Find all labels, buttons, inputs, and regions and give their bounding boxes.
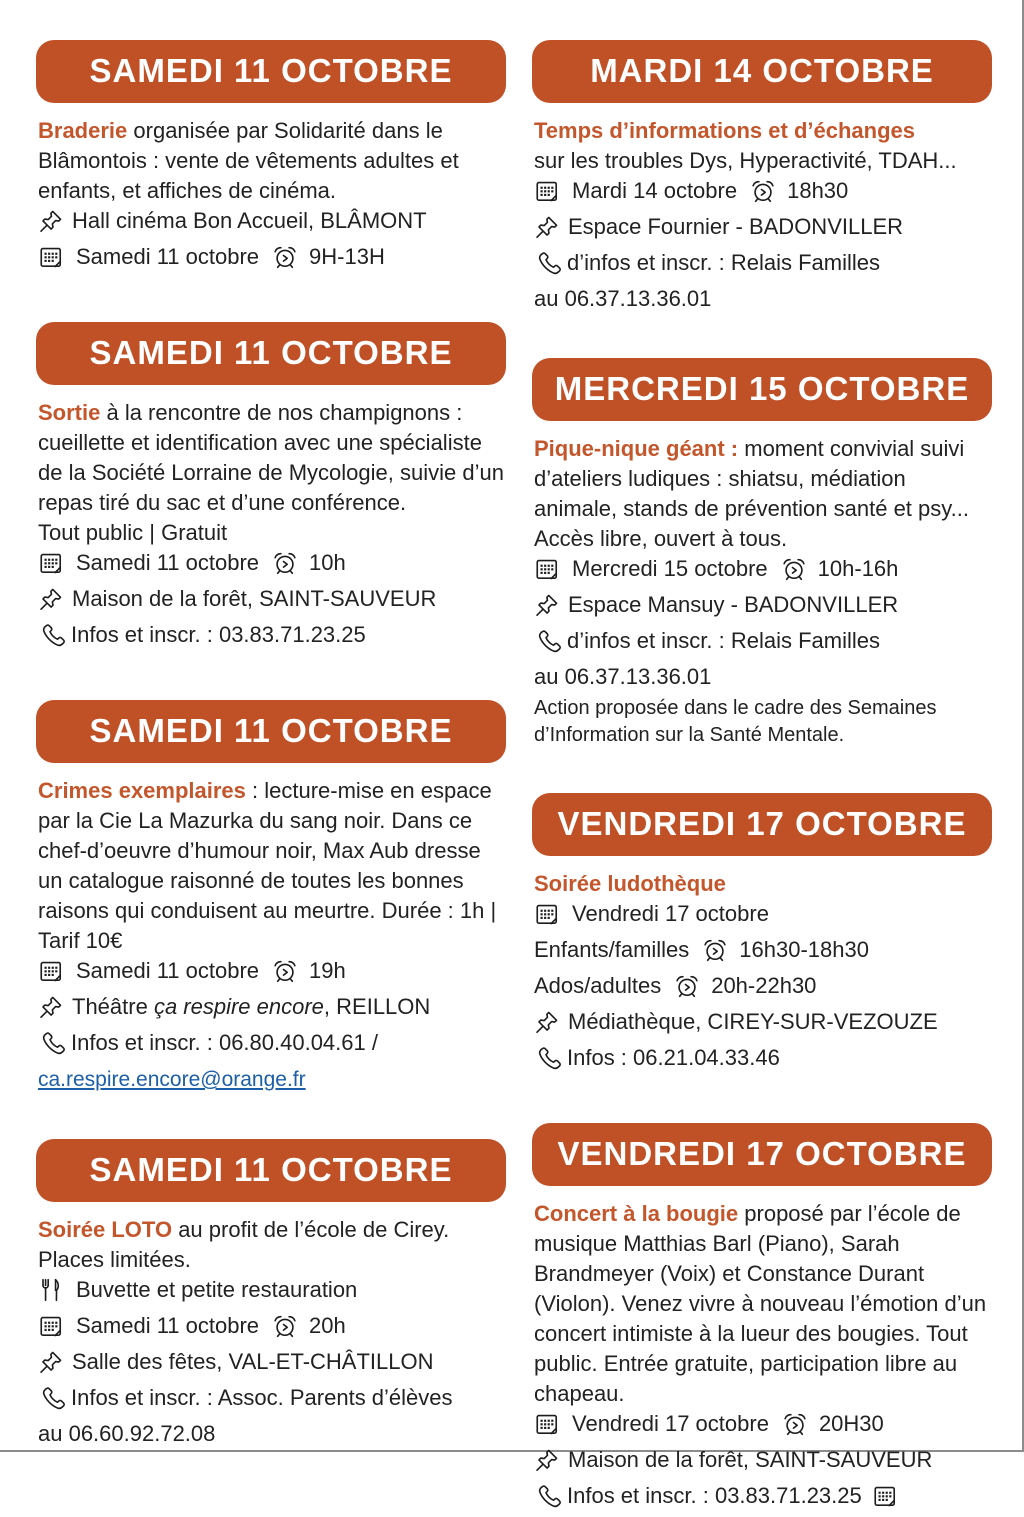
phone-text: Infos : 06.21.04.33.46 <box>567 1045 780 1070</box>
phone-text: d’infos et inscr. : Relais Familles <box>567 628 880 653</box>
calendar-icon <box>534 1411 560 1445</box>
phone-text: d’infos et inscr. : Relais Familles <box>567 250 880 275</box>
alarm-clock-icon <box>781 1411 809 1445</box>
email-link[interactable]: ca.respire.encore@orange.fr <box>38 1068 306 1091</box>
event-card-sortie-champignons <box>36 322 506 656</box>
food-text: Buvette et petite restauration <box>76 1277 358 1302</box>
alarm-clock-icon <box>780 556 808 590</box>
event-card-soiree-loto <box>36 1139 506 1449</box>
event-date-banner: SAMEDI 11 OCTOBRE <box>36 322 506 385</box>
location-line <box>534 212 990 248</box>
location-line <box>38 1347 504 1383</box>
location-text: Salle des fêtes, VAL-ET-CHÂTILLON <box>72 1349 434 1374</box>
date-text: Mercredi 15 octobre <box>572 556 768 581</box>
phone-icon <box>534 1045 560 1079</box>
event-title: Soirée ludothèque <box>534 871 726 896</box>
time-text: 18h30 <box>787 178 849 203</box>
phone-number-text: au 06.37.13.36.01 <box>534 664 712 689</box>
event-card-soiree-ludotheque <box>532 793 992 1079</box>
datetime-line <box>534 1409 990 1445</box>
event-date-banner: SAMEDI 11 OCTOBRE <box>36 40 506 103</box>
event-body <box>36 763 506 1095</box>
alarm-clock-icon <box>271 244 299 278</box>
event-intro <box>534 116 990 176</box>
event-body <box>532 103 992 314</box>
timeslot-line-children <box>534 935 990 971</box>
event-description: organisée par Solidarité dans le Blâmontois : vente de vêtements adultes et enfants, et affiches de cinéma. <box>38 118 459 203</box>
date-text: Vendredi 17 octobre <box>572 901 769 926</box>
time-text: 19h <box>309 958 346 983</box>
date-text: Samedi 11 octobre <box>76 958 260 983</box>
calendar-icon <box>534 901 560 935</box>
pushpin-icon <box>38 586 64 620</box>
phone-icon <box>38 622 64 656</box>
event-card-temps-informations <box>532 40 992 314</box>
pushpin-icon <box>534 1447 560 1481</box>
phone-icon <box>38 1385 64 1419</box>
event-intro <box>534 434 990 554</box>
phone-continuation-line <box>534 284 990 314</box>
event-intro <box>38 776 504 956</box>
alarm-clock-icon <box>673 973 701 1007</box>
phone-icon <box>534 628 560 662</box>
event-title: Braderie <box>38 118 128 143</box>
event-date-banner: VENDREDI 17 OCTOBRE <box>532 793 992 856</box>
phone-text: Infos et inscr. : 06.80.40.04.61 / <box>71 1030 378 1055</box>
location-line <box>38 206 504 242</box>
event-description: au profit de l’école de Cirey. Places limitées. <box>38 1217 450 1272</box>
alarm-clock-icon <box>701 937 729 971</box>
phone-line <box>38 1028 504 1064</box>
event-date-banner: MERCREDI 15 OCTOBRE <box>532 358 992 421</box>
event-description: sur les troubles Dys, Hyperactivité, TDAH... <box>534 148 957 173</box>
event-description: : lecture-mise en espace par la Cie La Mazurka du sang noir. Dans ce chef-d’oeuvre d’humour noir, Max Aub dresse un catalogue raisonné de toutes les bonnes raisons qui conduisent au meurtre. Durée : 1h | Tarif 10€ <box>38 778 497 953</box>
calendar-icon <box>872 1483 898 1517</box>
location-city: , REILLON <box>323 994 431 1019</box>
phone-line <box>534 1043 990 1079</box>
date-text: Vendredi 17 octobre <box>572 1411 769 1436</box>
location-line <box>534 1445 990 1481</box>
event-date-banner: SAMEDI 11 OCTOBRE <box>36 700 506 763</box>
event-title: Temps d’informations et d’échanges <box>534 118 915 143</box>
event-date-banner: VENDREDI 17 OCTOBRE <box>532 1123 992 1186</box>
phone-icon <box>38 1030 64 1064</box>
pushpin-icon <box>38 208 64 242</box>
event-intro <box>38 116 504 206</box>
phone-text: Infos et inscr. : Assoc. Parents d’élèves <box>71 1385 453 1410</box>
time-text: 20h-22h30 <box>711 973 817 998</box>
event-description: proposé par l’école de musique Matthias Barl (Piano), Sarah Brandmeyer (Voix) et Constance Durant (Violon). Venez vivre à nouveau l’émotion d’un concert intimiste à la lueur des bougies. Tout public. Entrée gratuite, participation libre au chapeau. <box>534 1201 987 1406</box>
phone-text: Infos et inscr. : 03.83.71.23.25 <box>71 622 366 647</box>
calendar-icon <box>38 244 64 278</box>
calendar-icon <box>534 178 560 212</box>
event-intro <box>534 869 990 899</box>
phone-continuation-line <box>38 1419 504 1449</box>
location-text: Hall cinéma Bon Accueil, BLÂMONT <box>72 208 427 233</box>
pushpin-icon <box>534 214 560 248</box>
pushpin-icon <box>38 994 64 1028</box>
email-line <box>38 1064 504 1095</box>
location-line <box>38 992 504 1028</box>
alarm-clock-icon <box>271 1313 299 1347</box>
date-text: Samedi 11 octobre <box>76 550 260 575</box>
event-intro <box>38 1215 504 1275</box>
time-text: 20H30 <box>818 1411 884 1436</box>
pushpin-icon <box>38 1349 64 1383</box>
event-body <box>532 856 992 1079</box>
location-text: Espace Mansuy - BADONVILLER <box>568 592 899 617</box>
datetime-line <box>534 899 990 935</box>
date-text: Samedi 11 octobre <box>76 1313 260 1338</box>
audience-text: Ados/adultes <box>534 973 662 998</box>
location-line <box>534 590 990 626</box>
event-title: Crimes exemplaires <box>38 778 246 803</box>
phone-continuation-line <box>534 662 990 692</box>
calendar-icon <box>38 1313 64 1347</box>
date-text: Samedi 11 octobre <box>76 244 260 269</box>
right-column <box>532 40 992 1508</box>
event-card-crimes-exemplaires <box>36 700 506 1095</box>
cutlery-icon <box>38 1277 64 1311</box>
calendar-icon <box>38 550 64 584</box>
phone-number-text: au 06.60.92.72.08 <box>38 1421 216 1446</box>
timeslot-line-adults <box>534 971 990 1007</box>
pushpin-icon <box>534 1009 560 1043</box>
audience-text: Enfants/familles <box>534 937 690 962</box>
phone-line <box>534 248 990 284</box>
event-intro <box>534 1199 990 1409</box>
event-description: à la rencontre de nos champignons : cueillette et identification avec une spécialiste de la Société Lorraine de Mycologie, suivie d’un repas tiré du sac et d’une conférence. <box>38 400 504 515</box>
phone-line <box>534 626 990 662</box>
time-text: 20h <box>309 1313 346 1338</box>
event-intro <box>38 398 504 518</box>
date-text: Mardi 14 octobre <box>572 178 738 203</box>
phone-icon <box>534 250 560 284</box>
location-text: Maison de la forêt, SAINT-SAUVEUR <box>72 586 437 611</box>
event-body <box>36 385 506 656</box>
location-venue-name: ça respire encore <box>153 994 324 1019</box>
alarm-clock-icon <box>271 958 299 992</box>
event-card-concert-bougie <box>532 1123 992 1517</box>
phone-line <box>38 1383 504 1419</box>
phone-line <box>38 620 504 656</box>
food-line <box>38 1275 504 1311</box>
time-text: 16h30-18h30 <box>739 937 869 962</box>
event-body <box>532 421 992 749</box>
phone-icon <box>534 1483 560 1517</box>
event-title: Sortie <box>38 400 101 425</box>
location-text: Maison de la forêt, SAINT-SAUVEUR <box>568 1447 933 1472</box>
event-title: Pique-nique géant : <box>534 436 739 461</box>
campaign-note: Action proposée dans le cadre des Semaines d’Information sur la Santé Mentale. <box>534 697 937 746</box>
event-card-pique-nique-geant <box>532 358 992 749</box>
datetime-line <box>534 176 990 212</box>
datetime-line <box>38 1311 504 1347</box>
location-text: Théâtre <box>72 994 154 1019</box>
left-column <box>36 40 506 1450</box>
alarm-clock-icon <box>271 550 299 584</box>
time-text: 9H-13H <box>309 244 385 269</box>
location-text: Espace Fournier - BADONVILLER <box>568 214 904 239</box>
event-body <box>532 1186 992 1517</box>
event-title: Concert à la bougie <box>534 1201 739 1226</box>
pushpin-icon <box>534 592 560 626</box>
time-text: 10h <box>309 550 346 575</box>
event-description: moment convivial suivi d’ateliers ludiques : shiatsu, médiation animale, stands de prévention santé et psy... Accès libre, ouvert à tous. <box>534 436 969 551</box>
event-date-banner: MARDI 14 OCTOBRE <box>532 40 992 103</box>
location-line <box>534 1007 990 1043</box>
datetime-line <box>38 956 504 992</box>
location-line <box>38 584 504 620</box>
datetime-line <box>38 548 504 584</box>
datetime-line <box>38 242 504 278</box>
alarm-clock-icon <box>749 178 777 212</box>
event-body <box>36 103 506 278</box>
audience-price-text: Tout public | Gratuit <box>38 520 228 545</box>
event-date-banner: SAMEDI 11 OCTOBRE <box>36 1139 506 1202</box>
datetime-line <box>534 554 990 590</box>
event-body <box>36 1202 506 1449</box>
event-card-braderie <box>36 40 506 278</box>
event-title: Soirée LOTO <box>38 1217 173 1242</box>
audience-price-line <box>38 518 504 548</box>
time-text: 10h-16h <box>817 556 899 581</box>
phone-line <box>534 1481 990 1517</box>
phone-text: Infos et inscr. : 03.83.71.23.25 <box>567 1483 862 1508</box>
phone-number-text: au 06.37.13.36.01 <box>534 286 712 311</box>
location-text: Médiathèque, CIREY-SUR-VEZOUZE <box>568 1009 938 1034</box>
calendar-icon <box>38 958 64 992</box>
calendar-icon <box>534 556 560 590</box>
